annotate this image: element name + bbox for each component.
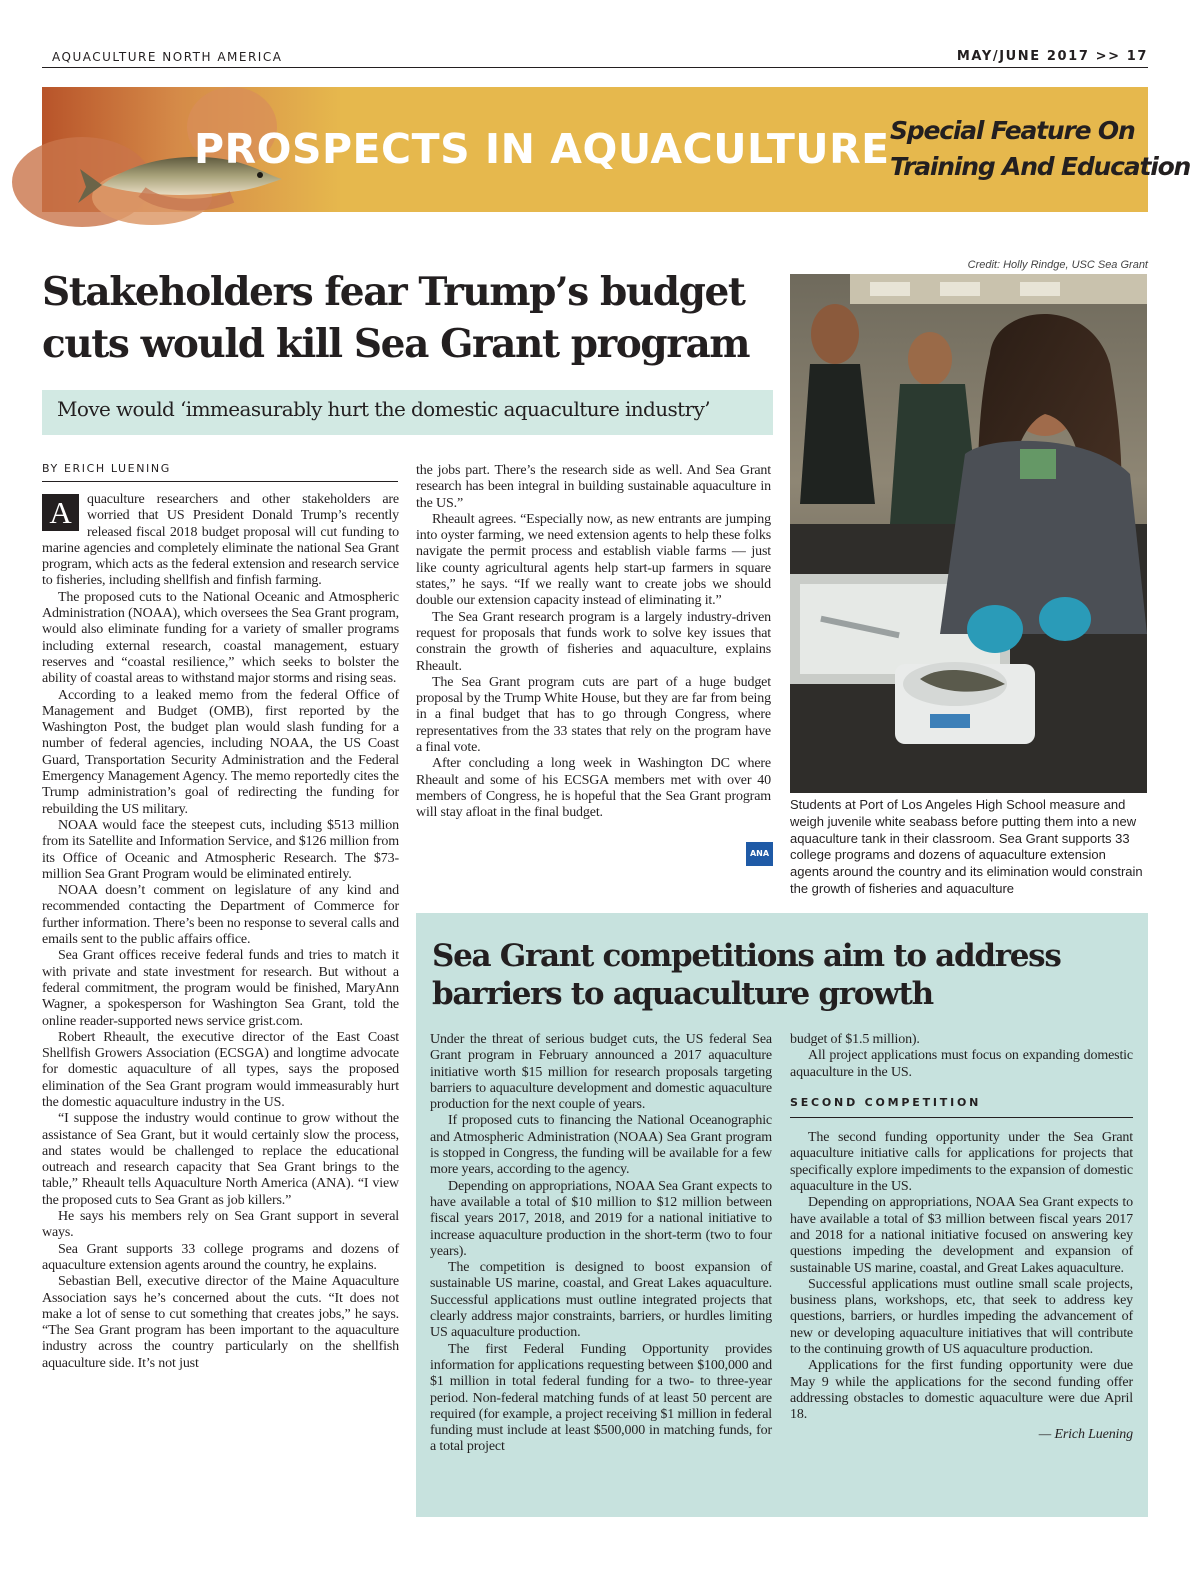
sidebar-column-1: [430, 1032, 772, 1456]
headline-line-1: Stakeholders fear Trump’s budget: [42, 269, 745, 315]
article-paragraph: the jobs part. There’s the research side as well. And Sea Grant research has been integral in building sustainable aquaculture in the US.”: [416, 463, 771, 511]
article-paragraph: Rheault agrees. “Especially now, as new entrants are jumping into oyster farming, we need extension agents to help these folks navigate the permit process and establish viable farms — just like county agricultural agents help start-up farmers in square states,” he says. “If we really want to create jobs we should double our extension capacity instead of eliminating it.”: [416, 511, 771, 609]
article-paragraph: Sea Grant offices receive federal funds and tries to match it with private and state investment for research. But without a federal commitment, the program would be finished, MaryAnn Wagner, a spokesperson for Washington Sea Grant, told the online reader-supported news service grist.com.: [42, 948, 399, 1029]
publication-name: AQUACULTURE NORTH AMERICA: [52, 50, 283, 64]
article-paragraph: According to a leaked memo from the federal Office of Management and Budget (OMB), first reported by the Washington Post, the budget plan would slash funding for a number of federal agencies, including NOAA, the US Coast Guard, Transportation Security Administration and the Federal Emergency Management Agency. The memo reportedly cites the Trump administration’s goal of redirecting the funding for rebuilding the US military.: [42, 687, 399, 817]
running-head: [42, 46, 1148, 68]
photo-caption: Students at Port of Los Angeles High School measure and weigh juvenile white seabass before putting them into a new aquaculture tank in their classroom. Sea Grant supports 33 college programs and dozens of aquaculture extension agents around the country and its elimination would constrain the growth of fisheries and aquaculture: [790, 797, 1143, 896]
article-paragraph: He says his members rely on Sea Grant support in several ways.: [42, 1209, 399, 1241]
section-banner: [42, 87, 1191, 212]
sidebar-paragraph: If proposed cuts to financing the National Oceanographic and Atmospheric Administration (NOAA) Sea Grant program is stopped in Congress, the funding will be available for a few more years, according to the agency.: [430, 1113, 772, 1178]
article-paragraph: Sebastian Bell, executive director of the Maine Aquaculture Association says he’s concerned about the cuts. “It does not make a lot of sense to cut something that creates jobs,” he says. “The Sea Grant program has been important to the aquaculture industry across the country particularly on the shellfish aquaculture side. It’s not just: [42, 1274, 399, 1371]
section-title: PROSPECTS IN AQUACULTURE: [194, 125, 890, 173]
classroom-photo: [790, 274, 1147, 793]
article-paragraph: “I suppose the industry would continue to grow without the assistance of Sea Grant, but it would certainly slow the process, and states would be challenged to replace the educational outreach and research capacity that Sea Grant brings to the table,” Rheault tells Aquaculture North America (ANA). “I view the proposed cuts to Sea Grant as job killers.”: [42, 1111, 399, 1208]
feature-line-2: Training And Education: [890, 152, 1191, 181]
sidebar-box: [416, 913, 1148, 1517]
sidebar-paragraph: The second funding opportunity under the Sea Grant aquaculture initiative calls for applications for projects that specifically explore impediments to the expansion of domestic aquaculture in the US.: [790, 1130, 1133, 1195]
ana-end-badge: ANA: [746, 842, 773, 866]
article-paragraph: After concluding a long week in Washington DC where Rheault and some of his ECSGA members met with over 40 members of Congress, he is hopeful that the Sea Grant program will stay afloat in the final budget.: [416, 756, 771, 821]
feature-line-1: Special Feature On: [890, 116, 1135, 145]
sidebar-paragraph: The competition is designed to boost expansion of sustainable US marine, coastal, and Great Lakes aquaculture. Successful applications must outline integrated projects that clearly address major constraints, barriers, or hurdles limiting US aquaculture production.: [430, 1260, 772, 1341]
sidebar-headline-line-1: Sea Grant competitions aim to address: [432, 938, 1061, 974]
sidebar-column-2: [790, 1032, 1133, 1443]
article-paragraph: NOAA would face the steepest cuts, including $513 million from its Satellite and Information Service, and $126 million from its Office of Oceanic and Atmospheric Research. The $73-million Sea Grant Program would be eliminated entirely.: [42, 817, 399, 882]
sidebar-paragraph: The first Federal Funding Opportunity provides information for applications requesting between $100,000 and $1 million in total federal funding for a two- to three-year period. Non-federal matching funds of at least 50 percent are required (for example, a project receiving $1 million in federal funding must include at least $500,000 in matching funds, for a total project: [430, 1341, 772, 1455]
sidebar-paragraph: Depending on appropriations, NOAA Sea Grant expects to have available a total of $10 million to $12 million between fiscal years 2017, 2018, and 2019 for a national initiative to increase aquaculture production in the short-term (two to four years).: [430, 1178, 772, 1259]
sidebar-subhead: SECOND COMPETITION: [790, 1095, 1133, 1118]
article-paragraph: Sea Grant supports 33 college programs and dozens of aquaculture extension agents around the country, he explains.: [42, 1241, 399, 1273]
sidebar-paragraph: All project applications must focus on expanding domestic aquaculture in the US.: [790, 1048, 1133, 1080]
article-paragraph: NOAA doesn’t comment on legislature of any kind and recommended contacting the Department of Commerce for further information. There’s been no response to several calls and emails sent to the public affairs office.: [42, 883, 399, 948]
article-paragraph: Robert Rheault, the executive director of the East Coast Shellfish Growers Association (ECSGA) and longtime advocate for domestic aquaculture of all types, says the proposed elimination of the Sea Grant program would immeasurably hurt the domestic aquaculture industry in the US.: [42, 1029, 399, 1110]
article-column-2: [416, 463, 771, 822]
sidebar-paragraph: Applications for the first funding opportunity were due May 9 while the applications for the second funding offer addressing obstacles to domestic aquaculture were due April 18.: [790, 1358, 1133, 1423]
photo-credit: Credit: Holly Rindge, USC Sea Grant: [967, 259, 1148, 271]
article-paragraph: A quaculture researchers and other stakeholders are worried that US President Donald Trump’s recently released fiscal 2018 budget proposal will cut funding to marine agencies and completely eliminate the national Sea Grant program, which acts as the federal extension and research service to fisheries, including shellfish and finfish farming.: [42, 492, 399, 589]
special-feature-label: [890, 113, 1190, 185]
sidebar-headline: [432, 937, 1132, 1013]
issue-page-number: MAY/JUNE 2017 >> 17: [956, 49, 1148, 64]
article-paragraph: The proposed cuts to the National Oceanic and Atmospheric Administration (NOAA), which oversees the Sea Grant program, would also eliminate funding for a variety of smaller programs including external research, coastal management, estuary reserves and “coastal resilience,” which seeks to bolster the ability of coastal areas to withstand major storms and rising seas.: [42, 589, 399, 687]
article-paragraph: The Sea Grant program cuts are part of a huge budget proposal by the Trump White House, but they are far from being in a final budget that has to go through Congress, where representatives from the 33 states that rely on the program have a final vote.: [416, 674, 771, 756]
article-column-1: [42, 492, 399, 1372]
sidebar-paragraph: Successful applications must outline small scale projects, business plans, workshops, etc, that seek to address key questions, barriers, or hurdles impeding the advancement of new or developing aquaculture initiatives that will contribute to the continuing growth of US aquaculture production.: [790, 1276, 1133, 1358]
headline-line-2: cuts would kill Sea Grant program: [42, 321, 750, 367]
byline: BY ERICH LUENING: [42, 462, 398, 482]
sidebar-paragraph: Under the threat of serious budget cuts, the US federal Sea Grant program in February announced a 2017 aquaculture initiative worth $15 million for research proposals targeting barriers to aquaculture development and domestic aquaculture production for the next couple of years.: [430, 1032, 772, 1113]
sidebar-paragraph: Depending on appropriations, NOAA Sea Grant expects to have available a total of $3 million between fiscal years 2017 and 2018 for a national initiative focused on answering key questions impeding the development and expansion of sustainable US marine, coastal, and Great Lakes aquaculture.: [790, 1195, 1133, 1276]
article-deck: Move would ‘immeasurably hurt the domestic aquaculture industry’: [42, 390, 773, 435]
article-headline: [42, 266, 782, 370]
article-paragraph: The Sea Grant research program is a largely industry-driven request for proposals that funds work to solve key issues that constrain the growth of fisheries and aquaculture, explains Rheault.: [416, 609, 771, 674]
sidebar-paragraph: budget of $1.5 million).: [790, 1032, 920, 1047]
sidebar-signoff: — Erich Luening: [1038, 1426, 1133, 1442]
drop-cap: A: [42, 494, 79, 531]
sidebar-headline-line-2: barriers to aquaculture growth: [432, 976, 933, 1012]
